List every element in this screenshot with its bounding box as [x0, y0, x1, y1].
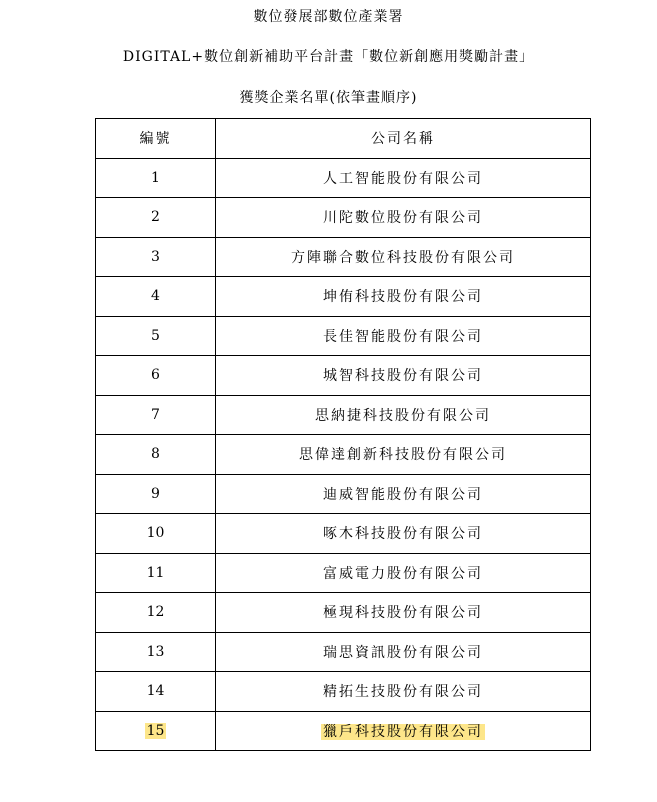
company-name: 方陣聯合數位科技股份有限公司 — [216, 237, 591, 277]
table-row — [96, 237, 591, 277]
company-name: 啄木科技股份有限公司 — [216, 514, 591, 554]
highlighted-row-number: 15 — [146, 722, 165, 739]
company-name: 思偉達創新科技股份有限公司 — [216, 435, 591, 475]
company-name — [216, 711, 591, 751]
column-header-company: 公司名稱 — [216, 119, 591, 159]
table-row — [96, 474, 591, 514]
row-number: 2 — [96, 198, 216, 238]
table-row — [96, 553, 591, 593]
table-header-row — [96, 119, 591, 159]
row-number: 11 — [96, 553, 216, 593]
company-name: 瑞思資訊股份有限公司 — [216, 632, 591, 672]
company-name: 人工智能股份有限公司 — [216, 158, 591, 198]
table-row — [96, 672, 591, 712]
row-number: 6 — [96, 356, 216, 396]
awardee-table — [95, 118, 591, 751]
company-name: 迪威智能股份有限公司 — [216, 474, 591, 514]
row-number: 4 — [96, 277, 216, 317]
row-number — [96, 711, 216, 751]
table-row — [96, 593, 591, 633]
row-number: 5 — [96, 316, 216, 356]
company-name: 精拓生技股份有限公司 — [216, 672, 591, 712]
agency-title: 數位發展部數位產業署 — [253, 9, 404, 25]
table-row — [96, 158, 591, 198]
highlighted-company-name: 獵戶科技股份有限公司 — [323, 723, 483, 740]
row-number: 12 — [96, 593, 216, 633]
company-name: 城智科技股份有限公司 — [216, 356, 591, 396]
company-name: 長佳智能股份有限公司 — [216, 316, 591, 356]
table-row — [96, 395, 591, 435]
row-number: 10 — [96, 514, 216, 554]
table-row-highlighted — [96, 711, 591, 751]
company-name: 思納捷科技股份有限公司 — [216, 395, 591, 435]
table-row — [96, 435, 591, 475]
row-number: 8 — [96, 435, 216, 475]
row-number: 3 — [96, 237, 216, 277]
company-name: 極現科技股份有限公司 — [216, 593, 591, 633]
table-row — [96, 356, 591, 396]
table-row — [96, 198, 591, 238]
table-row — [96, 632, 591, 672]
row-number: 14 — [96, 672, 216, 712]
company-name: 川陀數位股份有限公司 — [216, 198, 591, 238]
company-name: 坤侑科技股份有限公司 — [216, 277, 591, 317]
program-title: DIGITAL+數位創新補助平台計畫「數位新創應用獎勵計畫」 — [122, 49, 535, 65]
table-row — [96, 514, 591, 554]
row-number: 1 — [96, 158, 216, 198]
table-row — [96, 316, 591, 356]
company-name: 富威電力股份有限公司 — [216, 553, 591, 593]
column-header-number: 編號 — [96, 119, 216, 159]
row-number: 7 — [96, 395, 216, 435]
list-title: 獲獎企業名單(依筆畫順序) — [239, 90, 418, 106]
row-number: 9 — [96, 474, 216, 514]
row-number: 13 — [96, 632, 216, 672]
table-row — [96, 277, 591, 317]
